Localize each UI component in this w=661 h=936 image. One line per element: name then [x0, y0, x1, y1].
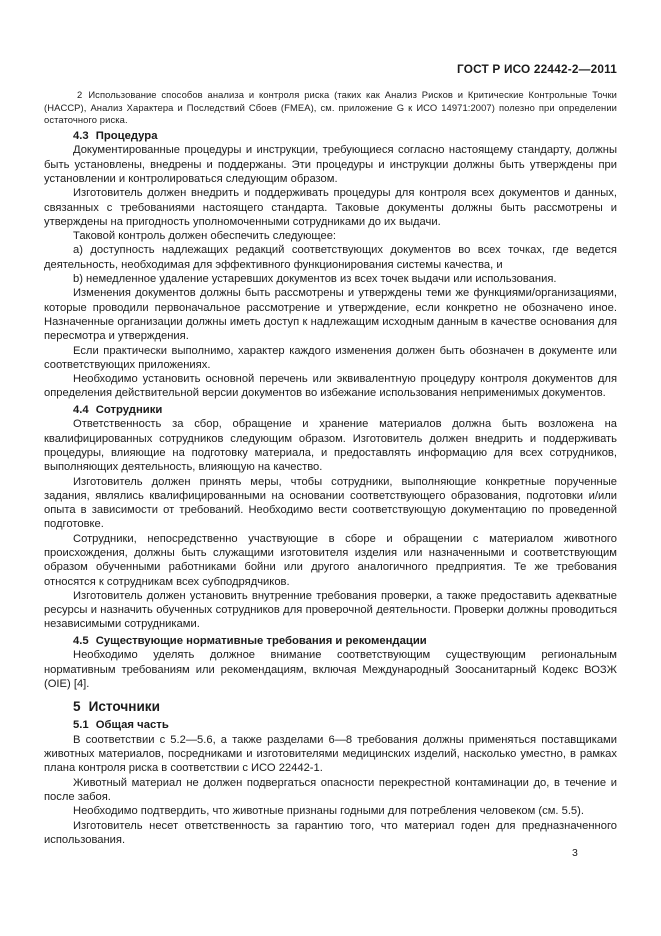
section-heading-4-4 [44, 403, 617, 418]
section-title: Существующие нормативные требования и рекомендации [95, 634, 427, 647]
list-item-a: a) доступность надлежащих редакций соответствующих документов во всех точках, где ведется деятельность, необходимая для эффективного функционирования системы качества, и [44, 244, 617, 271]
page-number: 3 [572, 847, 578, 859]
paragraph: Изменения документов должны быть рассмотрены и утверждены теми же функциями/организациями, которые проводили первоначальное рассмотрение и утверждение, если конкретно не обозначено иное. Назначенные организации должны иметь доступ к надлежащим исходным данным в качестве основания для пересмотра и утверждения. [44, 287, 617, 343]
section-number: 4.4 [73, 403, 89, 416]
section-title: Общая часть [95, 719, 169, 732]
paragraph: Изготовитель должен принять меры, чтобы сотрудники, выполняющие конкретные порученные задания, являлись квалифицированными на основании соответствующего образования, подготовки и/или опыта в зависимости от требований. Необходимо вести соответствующую документацию по проведенной подготовке. [44, 475, 617, 531]
section-number: 4.5 [73, 634, 89, 647]
standard-designation: ГОСТ Р ИСО 22442-2—2011 [456, 62, 617, 76]
section-heading-5-1 [44, 718, 617, 733]
paragraph: Таковой контроль должен обеспечить следующее: [73, 230, 337, 243]
paragraph: Необходимо подтвердить, что животные признаны годными для потребления человеком (см. 5.5). [73, 805, 584, 818]
paragraph: Сотрудники, непосредственно участвующие в сборе и обращении с материалом животного происхождения, должны быть служащими изготовителя изделия или назначенными и соответствующим образом обученными работниками бойни или другого аналогичного предприятия. Те же требования относятся к сотрудникам всех субподрядчиков. [44, 532, 617, 588]
paragraph: Если практически выполнимо, характер каждого изменения должен быть обозначен в документе или соответствующих приложениях. [44, 344, 617, 371]
section-title: Сотрудники [95, 403, 163, 416]
footnote-number: 2 [77, 89, 83, 100]
section-heading-4-5 [44, 634, 617, 649]
paragraph: Документированные процедуры и инструкции, требующиеся согласно настоящему стандарту, должны быть установлены, внедрены и поддержаны. Эти процедуры и инструкции должны быть утверждены при установлении и контролироваться следующим образом. [44, 144, 617, 185]
paragraph: Изготовитель несет ответственность за гарантию того, что материал годен для предназначенного использования. [44, 819, 617, 846]
section-number: 5.1 [73, 719, 89, 732]
section-number: 4.3 [73, 129, 89, 142]
section-title: Источники [88, 699, 160, 715]
footnote [44, 89, 617, 127]
list-item-b: b) немедленное удаление устаревших документов из всех точек выдачи или использования. [73, 273, 557, 286]
section-number: 5 [73, 699, 81, 715]
paragraph: Ответственность за сбор, обращение и хранение материалов должна быть возложена на квалифицированных сотрудников следующим образом. Изготовитель должен внедрить и поддерживать процедуры, влияющие на подготовку материала, и предоставлять информацию для всех сотрудников, выполняющих деятельность, влияющую на качество. [44, 418, 617, 474]
footnote-text: Использование способов анализа и контроля риска (таких как Анализ Рисков и Критические Контрольные Точки (HACCP), Анализ Характера и Последствий Сбоев (FMEA), см. приложение G к ИСО 14971:2007) полезно при определении остаточного риска. [44, 89, 617, 126]
section-heading-5 [44, 698, 617, 715]
section-title: Процедура [95, 129, 158, 142]
paragraph: В соответствии с 5.2—5.6, а также разделами 6—8 требования должны применяться поставщиками животных материалов, посредниками и изготовителями медицинских изделий, насколько уместно, в рамках плана контроля риска в соответствии с ИСО 22442-1. [44, 733, 617, 775]
section-heading-4-3 [44, 129, 617, 144]
paragraph: Изготовитель должен установить внутренние требования проверки, а также предоставить адекватные ресурсы и назначить обученных сотрудников для проверочной деятельности. Проверки должны проводиться независимыми сотрудниками. [44, 589, 617, 631]
paragraph: Необходимо уделять должное внимание соответствующим существующим региональным нормативным требованиям или рекомендациям, включая Международный Зоосанитарный Кодекс ВОЗЖ (OIE) [4]. [44, 649, 617, 690]
paragraph: Необходимо установить основной перечень или эквивалентную процедуру контроля документов для определения действительной версии документов во избежание использования неприменимых документов. [44, 373, 617, 400]
paragraph: Животный материал не должен подвергаться опасности перекрестной контаминации до, в течение и после забоя. [44, 776, 617, 804]
paragraph: Изготовитель должен внедрить и поддерживать процедуры для контроля всех документов и данных, связанных с требованиями настоящего стандарта. Таковые документы должны быть рассмотрены и утверждены на пригодность уполномоченными сотрудниками до их выдачи. [44, 187, 617, 228]
